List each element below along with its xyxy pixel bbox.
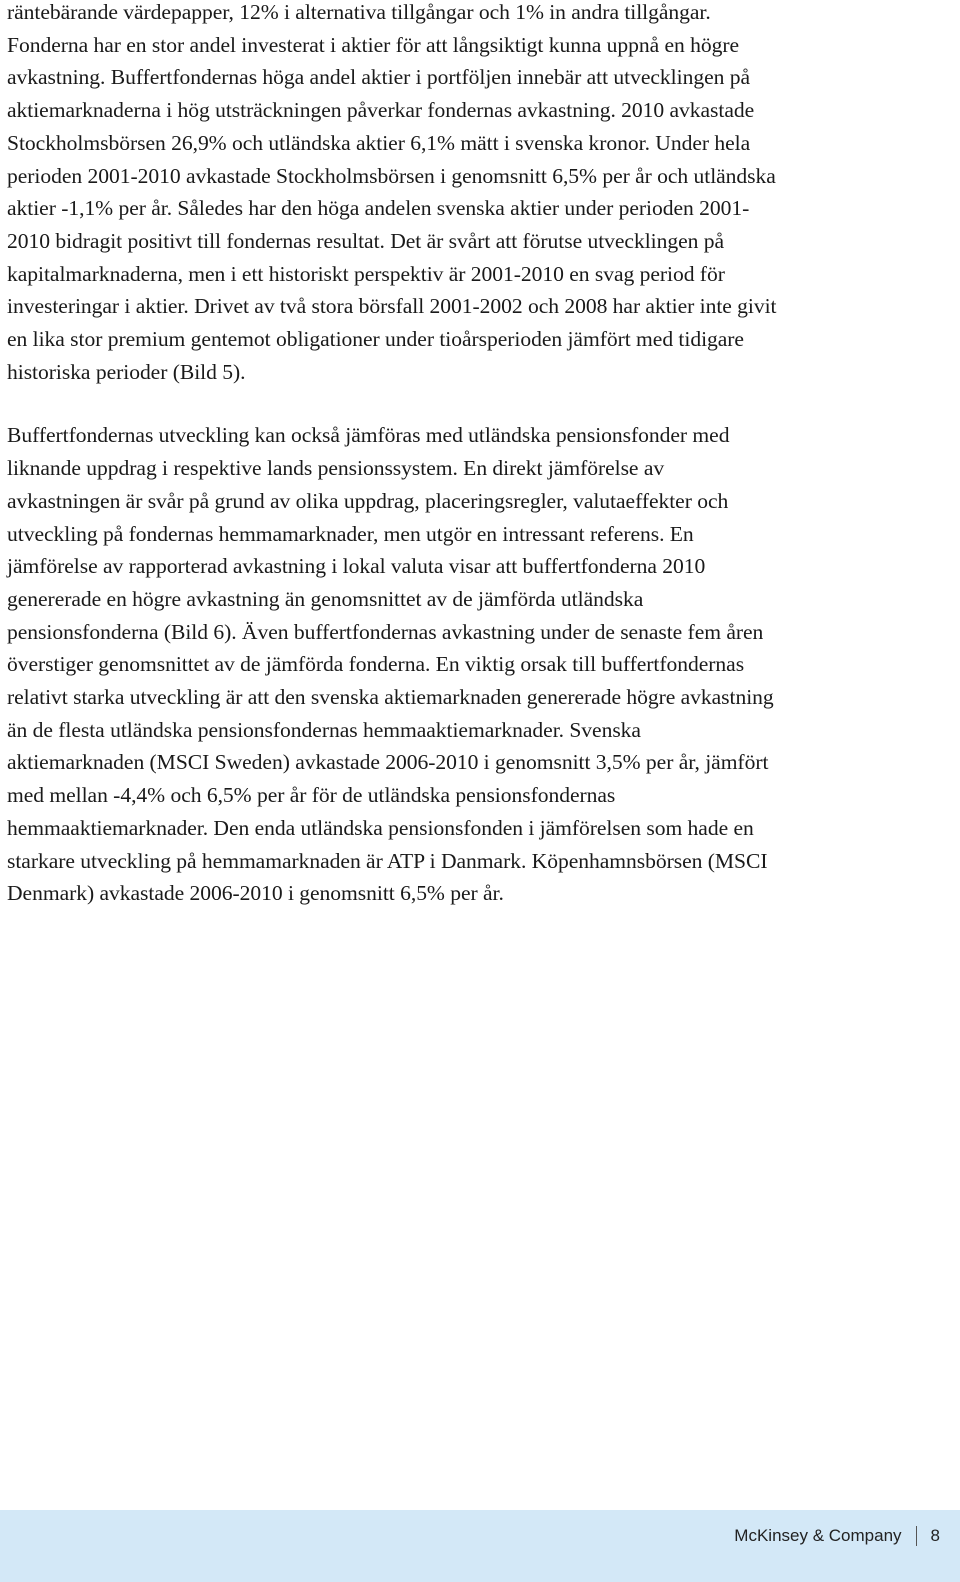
footer-content [734,1526,940,1546]
footer-separator [916,1526,917,1546]
page-number: 8 [930,1526,940,1545]
footer-company-name: McKinsey & Company [734,1526,902,1545]
paragraph-returns: räntebärande värdepapper, 12% i alternativa tillgångar och 1% in andra tillgångar. Fonderna har en stor andel investerat i aktier för att långsiktigt kunna uppnå en högre avkastning. Buffertfondernas höga andel aktier i portföljen innebär att utvecklingen på aktiemarknaderna i hög utsträckningen påverkar fondernas avkastning. 2010 avkastade Stockholmsbörsen 26,9% och utländska aktier 6,1% mätt i svenska kronor. Under hela perioden 2001-2010 avkastade Stockholmsbörsen i genomsnitt 6,5% per år och utländska aktier -1,1% per år. Således har den höga andelen svenska aktier under perioden 2001- 2010 bidragit positivt till fondernas resultat. Det är svårt att förutse utvecklingen på kapitalmarknaderna, men i ett historiskt perspektiv är 2001-2010 en svag period för investeringar i aktier. Drivet av två stora börsfall 2001-2002 och 2008 har aktier inte givit en lika stor premium gentemot obligationer under tioårsperioden jämfört med tidigare historiska perioder (Bild 5). [7,0,777,384]
page-footer [0,1510,960,1582]
document-body [7,0,947,910]
paragraph-comparison: Buffertfondernas utveckling kan också jämföras med utländska pensionsfonder med liknande uppdrag i respektive lands pensionssystem. En direkt jämförelse av avkastningen är svår på grund av olika uppdrag, placeringsregler, valutaeffekter och utveckling på fondernas hemmamarknader, men utgör en intressant referens. En jämförelse av rapporterad avkastning i lokal valuta visar att buffertfonderna 2010 genererade en högre avkastning än genomsnittet av de jämförda utländska pensionsfonderna (Bild 6). Även buffertfondernas avkastning under de senaste fem åren överstiger genomsnittet av de jämförda fonderna. En viktig orsak till buffertfondernas relativt starka utveckling är att den svenska aktiemarknaden genererade högre avkastning än de flesta utländska pensionsfondernas hemmaaktiemarknader. Svenska aktiemarknaden (MSCI Sweden) avkastade 2006-2010 i genomsnitt 3,5% per år, jämfört med mellan -4,4% och 6,5% per år för de utländska pensionsfondernas hemmaaktiemarknader. Den enda utländska pensionsfonden i jämförelsen som hade en starkare utveckling på hemmamarknaden är ATP i Danmark. Köpenhamnsbörsen (MSCI Denmark) avkastade 2006-2010 i genomsnitt 6,5% per år. [7,423,774,906]
